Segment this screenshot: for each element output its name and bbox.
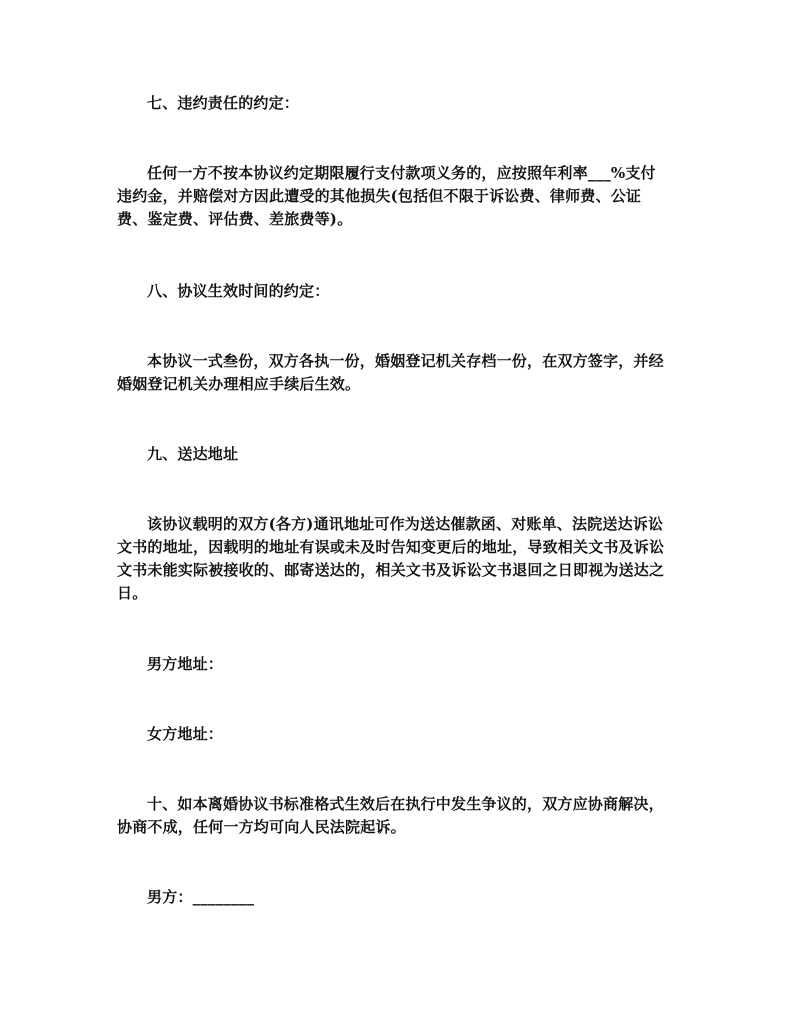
section-7-body: 任何一方不按本协议约定期限履行支付款项义务的，应按照年利率___%支付违约金，并赔偿对方因此遭受的其他损失(包括但不限于诉讼费、律师费、公证费、鉴定费、评估费、差旅费等)。 (117, 164, 656, 228)
section-10-body: 十、如本离婚协议书标准格式生效后在执行中发生争议的，双方应协商解决，协商不成，任何一方均可向人民法院起诉。 (117, 795, 664, 836)
section-8-heading: 八、协议生效时间的约定： (147, 282, 330, 300)
male-signature-line: 男方：________ (147, 888, 255, 906)
male-address-label: 男方地址： (147, 655, 224, 673)
section-9-body: 该协议载明的双方(各方)通讯地址可作为送达催款函、对账单、法院送达诉讼文书的地址，因载明的地址有误或未及时告知变更后的地址，导致相关文书及诉讼文书未能实际被接收的、邮寄送达的，相关文书及诉讼文书退回之日即视为送达之日。 (117, 515, 665, 602)
section-8-body: 本协议一式叁份，双方各执一份，婚姻登记机关存档一份，在双方签字，并经婚姻登记机关办理相应手续后生效。 (117, 352, 664, 393)
section-7-heading: 七、违约责任的约定： (147, 94, 300, 112)
section-9-heading: 九、送达地址 (147, 445, 239, 463)
female-address-label: 女方地址： (147, 725, 224, 743)
